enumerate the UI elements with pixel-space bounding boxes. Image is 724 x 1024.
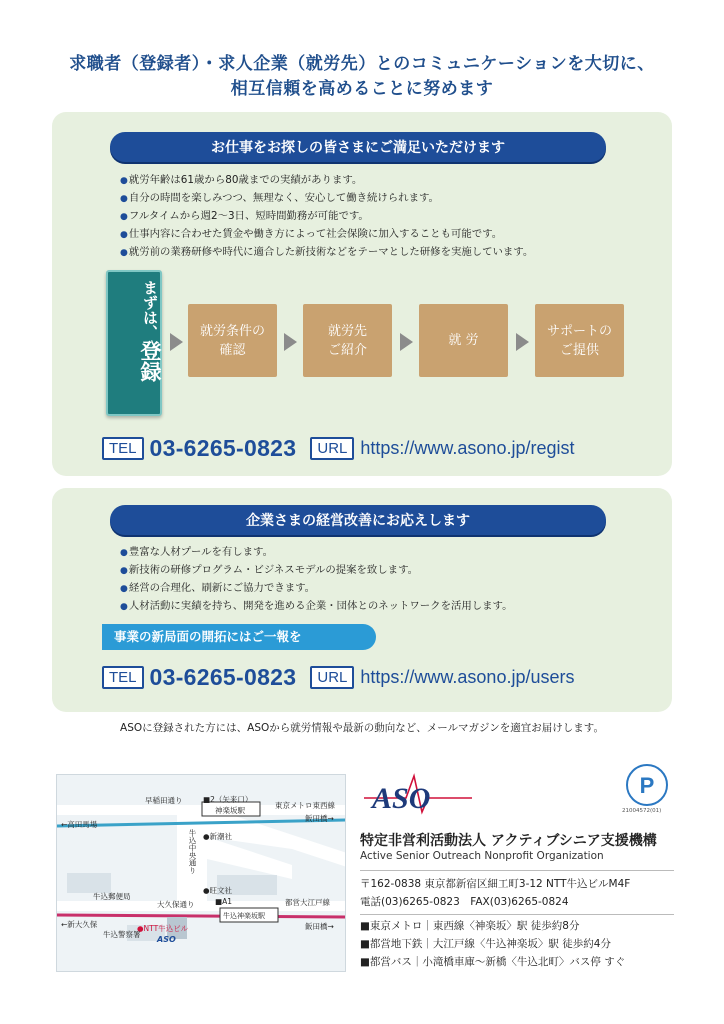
tel-number[interactable]: 03-6265-0823 [149,435,297,461]
step-support [535,304,624,377]
label-oedo: 都営大江戸線 [285,898,330,907]
label-exit2: ■2（矢来口） [203,795,253,804]
flow-arrow [516,333,529,351]
flow-arrow [284,333,297,351]
url-link[interactable]: https://www.asono.jp/regist [360,438,575,458]
url-label: URL [310,437,354,460]
label-a1: ■A1 [215,897,232,906]
privacy-mark [624,762,670,818]
step-work [419,304,508,377]
tel-label: TEL [102,437,144,460]
access-line: ■東京メトロ｜東西線〈神楽坂〉駅 徒歩約8分 [360,920,580,932]
step-line: 就 労 [448,333,479,348]
org-name: 特定非営利活動法人 アクティブシニア支援機構 [360,833,657,849]
oedo-line [57,915,346,917]
companies-panel [52,488,672,712]
access-line: ■都営地下鉄｜大江戸線〈牛込神楽坂〉駅 徒歩約4分 [360,938,611,950]
list-item: ● 就労前の業務研修や時代に適合した新技術などをテーマとした研修を実施しています。 [120,244,533,262]
label-iidabashi2: 飯田橋→ [305,922,334,931]
org-name-en: Active Senior Outreach Nonprofit Organization [360,850,604,862]
label-aso: ASO [157,935,176,944]
flow-arrow [400,333,413,351]
register-label [108,280,160,382]
register-big: 登録 [138,340,162,382]
label-bunka: ●旺文社 [203,886,233,895]
step-line: サポートの [546,323,612,339]
newsletter-note: ASOに登録された方には、ASOから就労情報や最新の動向など、メールマガジンを適宜お届けします。 [120,722,604,734]
label-takadanobaba: ←高田馬場 [61,820,98,829]
url-label: URL [310,666,354,689]
headline [0,52,724,102]
divider [360,870,674,871]
list-item: ● フルタイムから週2〜3日、短時間勤務が可能です。 [120,208,533,226]
label-police: 牛込警察署 [103,930,141,939]
label-waseda: 早稲田通り [145,796,183,805]
list-item: ● 就労年齢は61歳から80歳までの実績があります。 [120,172,533,190]
step-line: ご紹介 [327,342,367,358]
tel-number[interactable]: 03-6265-0823 [149,664,297,690]
svg-text:P: P [639,773,655,798]
logo-text: ASO [372,782,431,815]
label-tozai: 東京メトロ東西線 [275,801,335,810]
block [67,873,111,893]
label-shinokubo: ←新大久保 [61,920,98,929]
seekers-title: お仕事をお探しの皆さまにご満足いただけます [110,132,606,162]
list-item: ● 自分の時間を楽しみつつ、無理なく、安心して働き続けられます。 [120,190,533,208]
label-ushigome-post: 牛込郵便局 [93,892,131,901]
list-item: ● 仕事内容に合わせた賃金や働き方によって社会保険に加入することも可能です。 [120,226,533,244]
list-item: ● 人材活動に実績を持ち、開発を進める企業・団体とのネットワークを活用します。 [120,598,512,616]
aso-logo [364,768,474,818]
label-iidabashi1: 飯田橋→ [305,814,334,823]
list-item: ● 経営の合理化、刷新にご協力できます。 [120,580,512,598]
headline-line2: 相互信頼を高めることに努めます [230,79,494,99]
label-shinchosha: ●新潮社 [203,832,233,841]
flow-arrow [170,333,183,351]
register-small: まずは、 [141,280,159,340]
org-phone: 電話(03)6265-0823 FAX(03)6265-0824 [360,896,569,908]
label-ntt: ●NTT牛込ビル [137,924,189,933]
label-okubo: 大久保通り [157,900,195,909]
companies-bullets [120,544,512,616]
org-address: 〒162-0838 東京都新宿区細工町3-12 NTT牛込ビルM4F [360,878,631,890]
companies-contact [102,664,574,691]
step-line: 就労先 [327,323,367,339]
privacy-number: 21004572(01) [622,808,662,814]
label-ushigome-station: 牛込神楽坂駅 [223,912,265,920]
step-line: 就労条件の [199,323,265,339]
list-item: ● 新技術の研修プログラム・ビジネスモデルの提案を致します。 [120,562,512,580]
step-line: 確認 [219,342,246,358]
access-line: ■都営バス｜小滝橋車庫〜新橋〈牛込北町〉バス停 すぐ [360,956,626,968]
companies-title: 企業さまの経営改善にお応えします [110,505,606,535]
headline-line1: 求職者（登録者）・求人企業（就労先）とのコミュニケーションを大切に、 [69,54,655,74]
step-conditions [188,304,277,377]
label-chuo: 牛込中央通り [188,829,197,874]
register-box[interactable] [106,270,162,416]
label-kagurazaka: 神楽坂駅 [215,806,245,815]
tel-label: TEL [102,666,144,689]
step-introduction [303,304,392,377]
privacy-mark-icon [624,762,670,810]
access-map [56,774,346,972]
divider [360,914,674,915]
contact-banner: 事業の新局面の開拓にはご一報を [102,624,376,650]
seekers-panel [52,112,672,476]
url-link[interactable]: https://www.asono.jp/users [360,667,575,687]
list-item: ● 豊富な人材プールを有します。 [120,544,512,562]
seekers-contact [102,435,574,462]
seekers-bullets [120,172,533,262]
step-line: ご提供 [559,342,599,358]
